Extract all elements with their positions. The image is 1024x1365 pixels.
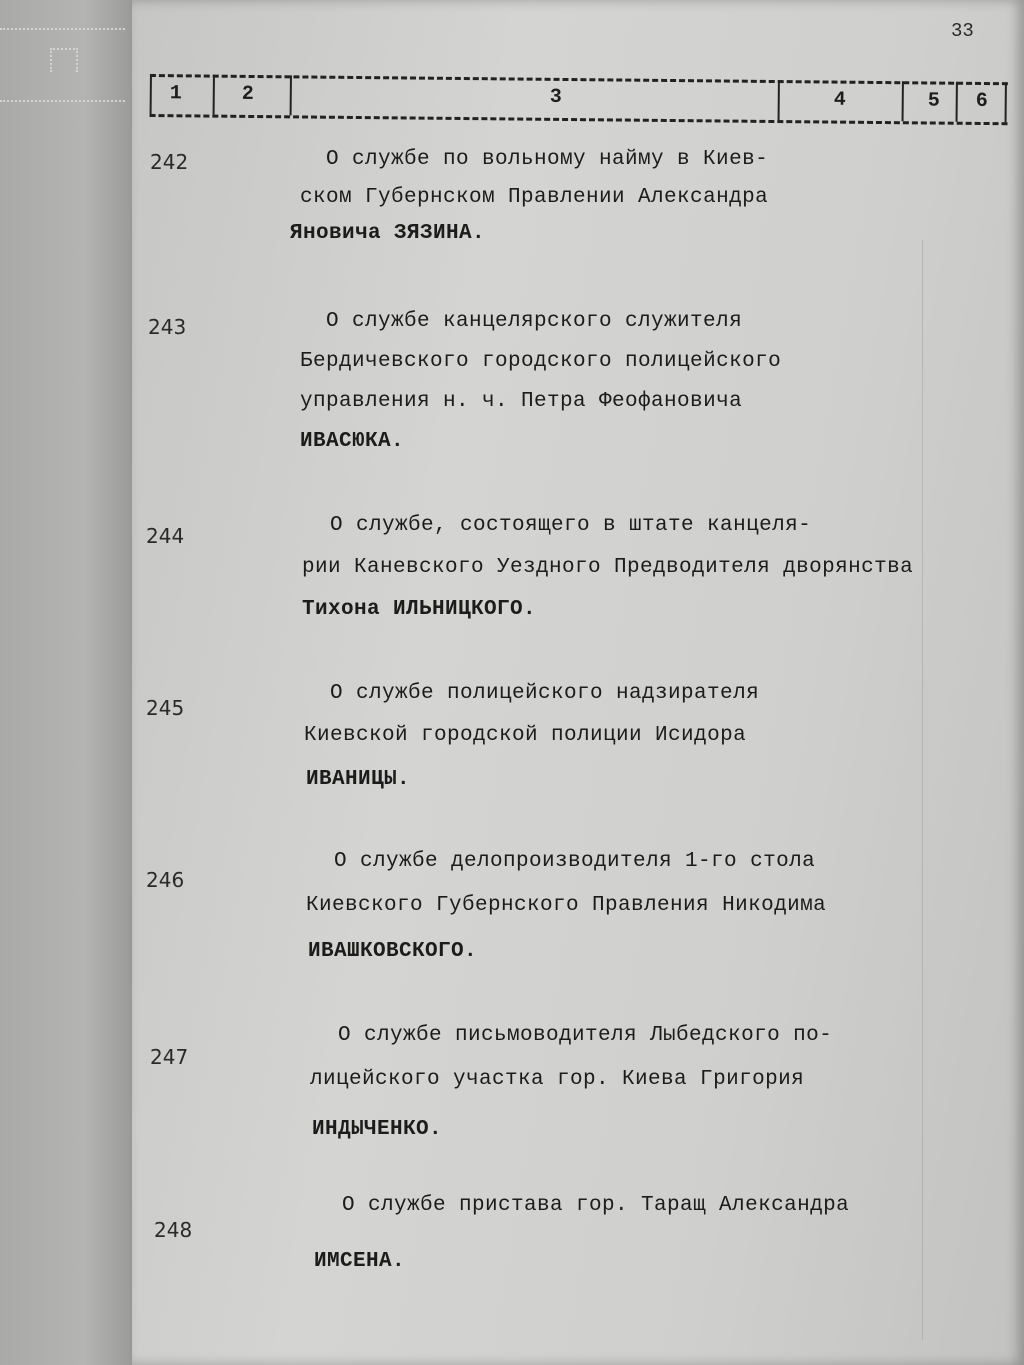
entry-number: 243 xyxy=(148,315,187,339)
entry-text-line: О службе пристава гор. Таращ Александра xyxy=(342,1194,850,1217)
gutter-stamp-mark xyxy=(50,48,78,72)
entry-text-line: ИВАНИЦЫ. xyxy=(306,768,411,791)
header-divider xyxy=(902,81,904,121)
entry-text-line: ИМСЕНА. xyxy=(314,1250,406,1273)
entry-text-line: О службе по вольному найму в Киев- xyxy=(326,148,769,171)
entry-number: 244 xyxy=(146,524,185,548)
entry-number: 245 xyxy=(146,696,185,720)
entry-number: 242 xyxy=(150,150,189,174)
entry-text-line: О службе делопроизводителя 1-го стола xyxy=(334,850,816,873)
column-label-6: 6 xyxy=(975,89,988,114)
entry-text-line: Киевского Губернского Правления Никодима xyxy=(306,894,827,917)
column-label-3: 3 xyxy=(549,85,562,109)
entry-number: 247 xyxy=(150,1045,189,1069)
entry-text-line: Яновича ЗЯЗИНА. xyxy=(290,222,486,245)
column-label-5: 5 xyxy=(927,89,940,113)
entry-text-line: О службе, состоящего в штате канцеля- xyxy=(330,514,812,537)
binding-gutter xyxy=(0,0,140,1365)
entry-text-line: лицейского участка гор. Киева Григория xyxy=(310,1068,805,1091)
entry-text-line: О службе канцелярского служителя xyxy=(326,310,743,333)
header-divider xyxy=(150,74,152,114)
entry-text-line: О службе письмоводителя Лыбедского по- xyxy=(338,1024,833,1047)
entry-text-line: О службе полицейского надзирателя xyxy=(330,682,760,705)
entry-text-line: рии Каневского Уездного Предводителя дворянства xyxy=(302,556,914,579)
entry-number: 246 xyxy=(146,868,185,892)
entry-text-line: ИВАШКОВСКОГО. xyxy=(308,940,478,963)
column-label-1: 1 xyxy=(169,82,182,106)
column-header-table xyxy=(150,70,1008,128)
entry-text-line: Тихона ИЛЬНИЦКОГО. xyxy=(302,598,537,621)
column-label-2: 2 xyxy=(241,82,254,106)
entry-number: 248 xyxy=(154,1218,193,1242)
page-number: 33 xyxy=(951,20,974,42)
entry-text-line: управления н. ч. Петра Феофановича xyxy=(300,390,743,413)
entry-text-line: Бердичевского городского полицейского xyxy=(300,350,782,373)
header-divider xyxy=(213,75,215,115)
header-divider xyxy=(956,82,958,122)
header-divider xyxy=(290,75,292,115)
entry-text-line: ИВАСЮКА. xyxy=(300,430,405,453)
column-label-4: 4 xyxy=(833,88,846,112)
entry-text-line: Киевской городской полиции Исидора xyxy=(304,724,747,747)
header-divider xyxy=(778,80,780,120)
entry-text-line: ском Губернском Правлении Александра xyxy=(300,186,769,209)
bleed-through-line xyxy=(922,240,923,1340)
entry-text-line: ИНДЫЧЕНКО. xyxy=(312,1118,443,1141)
header-divider xyxy=(1005,82,1007,122)
